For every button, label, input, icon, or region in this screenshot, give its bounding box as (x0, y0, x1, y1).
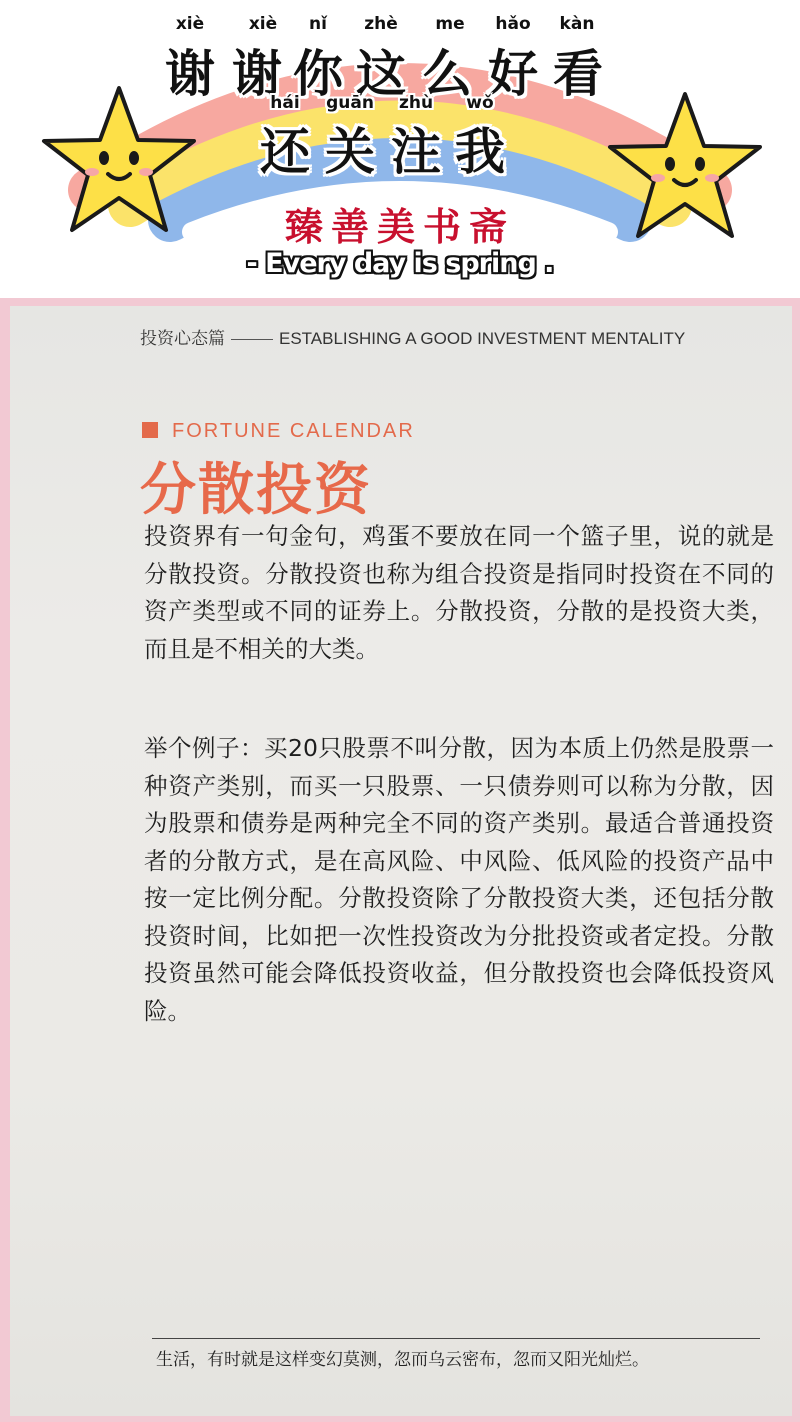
photo-frame (0, 298, 800, 1422)
body-paragraph: 举个例子：买20只股票不叫分散，因为本质上仍然是股票一种资产类别，而买一只股票、一只债券则可以称为分散，因为股票和债券是两种完全不同的资产类别。最适合普通投资者的分散方式，是在高风险、中风险、低风险的投资产品中按一定比例分配。分散投资除了分散投资大类，还包括分散投资时间，比如把一次性投资改为分批投资或者定投。分散投资虽然可能会降低投资收益，但分散投资也会降低投资风险。 (144, 734, 774, 1025)
section-kicker-text: FORTUNE CALENDAR (172, 420, 415, 442)
section-kicker (142, 420, 415, 443)
shop-name: 臻善美书斋 (284, 204, 515, 249)
footer-divider (152, 1338, 760, 1339)
pinyin: me (435, 14, 465, 34)
hanzi: 还 (260, 123, 310, 181)
pinyin: zhè (364, 14, 398, 34)
hanzi: 谢 (165, 45, 215, 103)
pinyin: kàn (559, 14, 595, 34)
footer-note: 生活，有时就是这样变幻莫测，忽而乌云密布，忽而又阳光灿烂。 (156, 1350, 649, 1370)
pinyin: zhù (398, 93, 434, 113)
hanzi: 看 (553, 45, 603, 103)
hanzi: 这 (356, 45, 406, 103)
pinyin: hái (270, 93, 300, 113)
pinyin: wǒ (466, 93, 494, 113)
hanzi: 关 (325, 123, 375, 181)
pinyin: hǎo (495, 14, 531, 34)
running-head (140, 324, 685, 349)
hanzi: 注 (391, 123, 441, 181)
hanzi: 我 (455, 123, 505, 181)
hanzi: 你 (293, 45, 343, 103)
section-title: 分散投资 (140, 458, 372, 523)
slogan: - Every day is spring . (246, 248, 554, 279)
pinyin-line-1 (0, 14, 800, 36)
pinyin: nǐ (309, 14, 327, 34)
headline-line-2 (0, 112, 800, 181)
square-marker-icon (142, 422, 158, 438)
hanzi: 谢 (232, 45, 282, 103)
pinyin: xiè (175, 14, 205, 34)
book-page (10, 306, 792, 1416)
pinyin: xiè (248, 14, 278, 34)
banner (0, 0, 800, 300)
pinyin: guān (326, 93, 374, 113)
body-paragraph: 投资界有一句金句，鸡蛋不要放在同一个篮子里，说的就是分散投资。分散投资也称为组合投资是指同时投资在不同的资产类型或不同的证券上。分散投资，分散的是投资大类，而且是不相关的大类。 (144, 522, 774, 663)
running-head-cn: 投资心态篇 (140, 329, 225, 348)
running-head-dash (231, 339, 273, 340)
hanzi: 好 (488, 45, 538, 103)
hanzi: 么 (422, 45, 472, 103)
running-head-en: ESTABLISHING A GOOD INVESTMENT MENTALITY (279, 329, 686, 348)
